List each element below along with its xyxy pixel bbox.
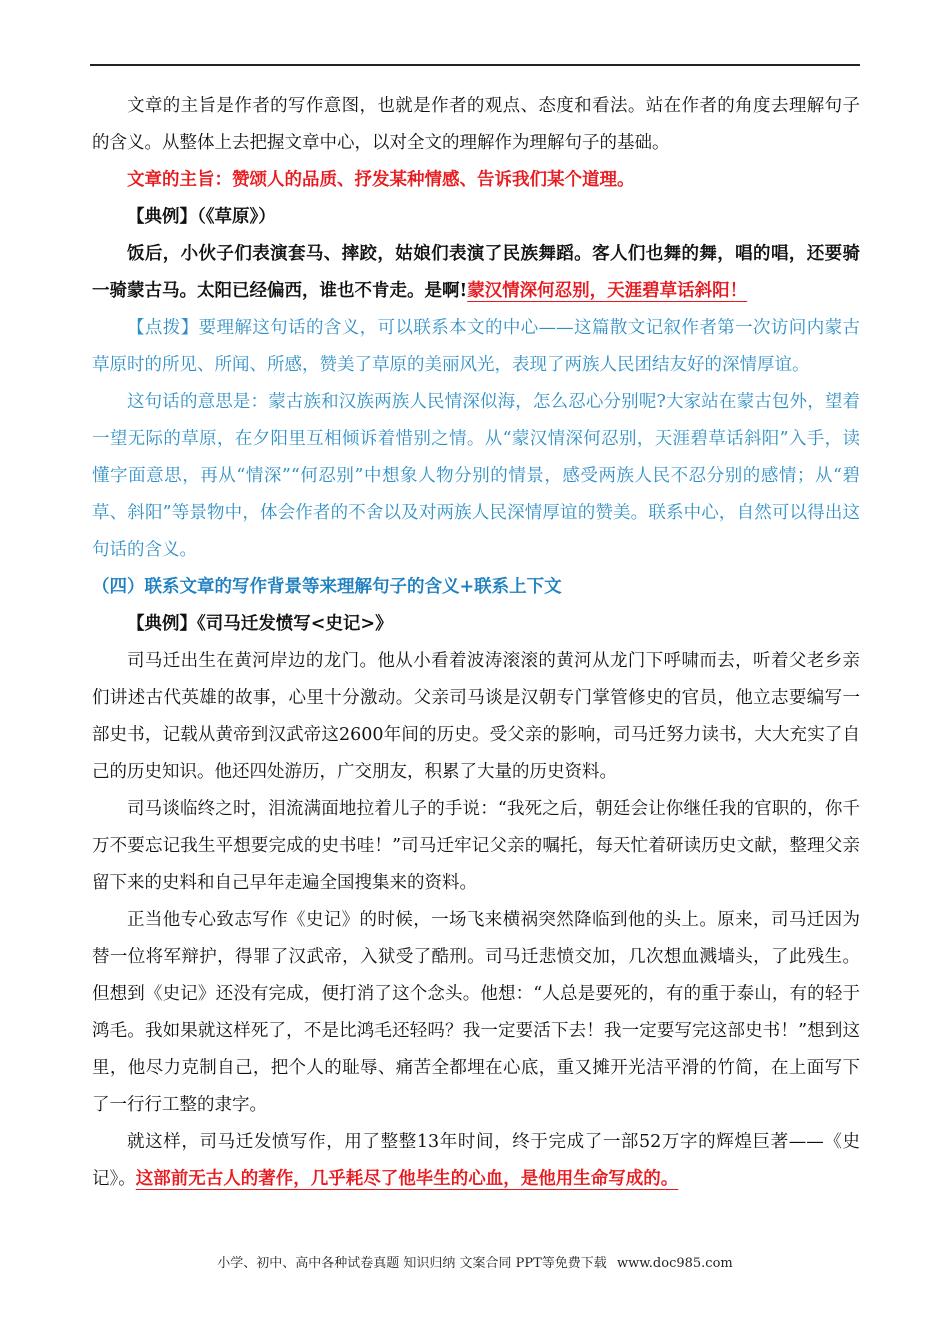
- header-rule: [90, 64, 860, 66]
- section4-heading: （四）联系文章的写作背景等来理解句子的含义+联系上下文: [92, 577, 562, 597]
- example2-label: 【典例】《司马迁发愤写<史记>》: [127, 614, 393, 634]
- example1-highlight: 蒙汉情深何忍别，天涯碧草话斜阳！: [467, 281, 748, 301]
- example1-tip: 【点拨】要理解这句话的含义，可以联系本文的中心——这篇散文记叙作者第一次访问内蒙古草原时的所见、所闻、所感，赞美了草原的美丽风光，表现了两族人民团结友好的深情厚谊。: [92, 318, 860, 375]
- footer-text: 小学、初中、高中各种试卷真题 知识归纳 文案合同 PPT等免费下载: [217, 1256, 607, 1271]
- document-body: [92, 88, 860, 1198]
- example2-p4-text: 就这样，司马迁发愤写作，用了整整13年时间，终于完成了一部52万字的辉煌巨著——《史记》。: [92, 1132, 860, 1189]
- example2-highlight: 这部前无古人的著作，几乎耗尽了他毕生的心血，是他用生命写成的。: [135, 1169, 679, 1189]
- example2-paragraph-1: 司马迁出生在黄河岸边的龙门。他从小看着波涛滚滚的黄河从龙门下呼啸而去，听着父老乡亲们讲述古代英雄的故事，心里十分激动。父亲司马谈是汉朝专门掌管修史的官员，他立志要编写一部史书，记载从黄帝到汉武帝这2600年间的历史。受父亲的影响，司马迁努力读书，大大充实了自己的历史知识。他还四处游历，广交朋友，积累了大量的历史资料。: [92, 651, 860, 782]
- example1-label: 【典例】（《草原》）: [127, 207, 276, 227]
- example1-text: 饭后，小伙子们表演套马、摔跤，姑娘们表演了民族舞蹈。客人们也舞的舞，唱的唱，还要骑一骑蒙古马。太阳已经偏西，谁也不肯走。是啊!: [92, 244, 860, 301]
- footer-url[interactable]: www.doc985.com: [616, 1256, 733, 1271]
- theme-statement: 文章的主旨：赞颂人的品质、抒发某种情感、告诉我们某个道理。: [127, 170, 635, 190]
- example1-meaning: 这句话的意思是：蒙古族和汉族两族人民情深似海，怎么忍心分别呢?大家站在蒙古包外，望着一望无际的草原，在夕阳里互相倾诉着惜别之情。从“蒙汉情深何忍别，天涯碧草话斜阳”入手，读懂字面意思，再从“情深”“何忍别”中想象人物分别的情景，感受两族人民不忍分别的感情；从“碧草、斜阳”等景物中，体会作者的不舍以及对两族人民深情厚谊的赞美。联系中心，自然可以得出这句话的含义。: [92, 392, 860, 560]
- page-footer: [0, 1252, 950, 1271]
- intro-paragraph: 文章的主旨是作者的写作意图，也就是作者的观点、态度和看法。站在作者的角度去理解句子的含义。从整体上去把握文章中心，以对全文的理解作为理解句子的基础。: [92, 96, 860, 153]
- example2-paragraph-3: 正当他专心致志写作《史记》的时候，一场飞来横祸突然降临到他的头上。原来，司马迁因为替一位将军辩护，得罪了汉武帝，入狱受了酷刑。司马迁悲愤交加，几次想血溅墙头，了此残生。但想到《史记》还没有完成，便打消了这个念头。他想：“人总是要死的，有的重于泰山，有的轻于鸿毛。我如果就这样死了，不是比鸿毛还轻吗？我一定要活下去！我一定要写完这部史书！”想到这里，他尽力克制自己，把个人的耻辱、痛苦全都埋在心底，重又摊开光洁平滑的竹简，在上面写下了一行行工整的隶字。: [92, 910, 860, 1115]
- example2-paragraph-2: 司马谈临终之时，泪流满面地拉着儿子的手说：“我死之后，朝廷会让你继任我的官职的，你千万不要忘记我生平想要完成的史书哇！”司马迁牢记父亲的嘱托，每天忙着研读历史文献，整理父亲留下来的史料和自己早年走遍全国搜集来的资料。: [92, 799, 860, 893]
- example1-passage: [92, 236, 860, 310]
- example2-paragraph-4: [92, 1124, 860, 1198]
